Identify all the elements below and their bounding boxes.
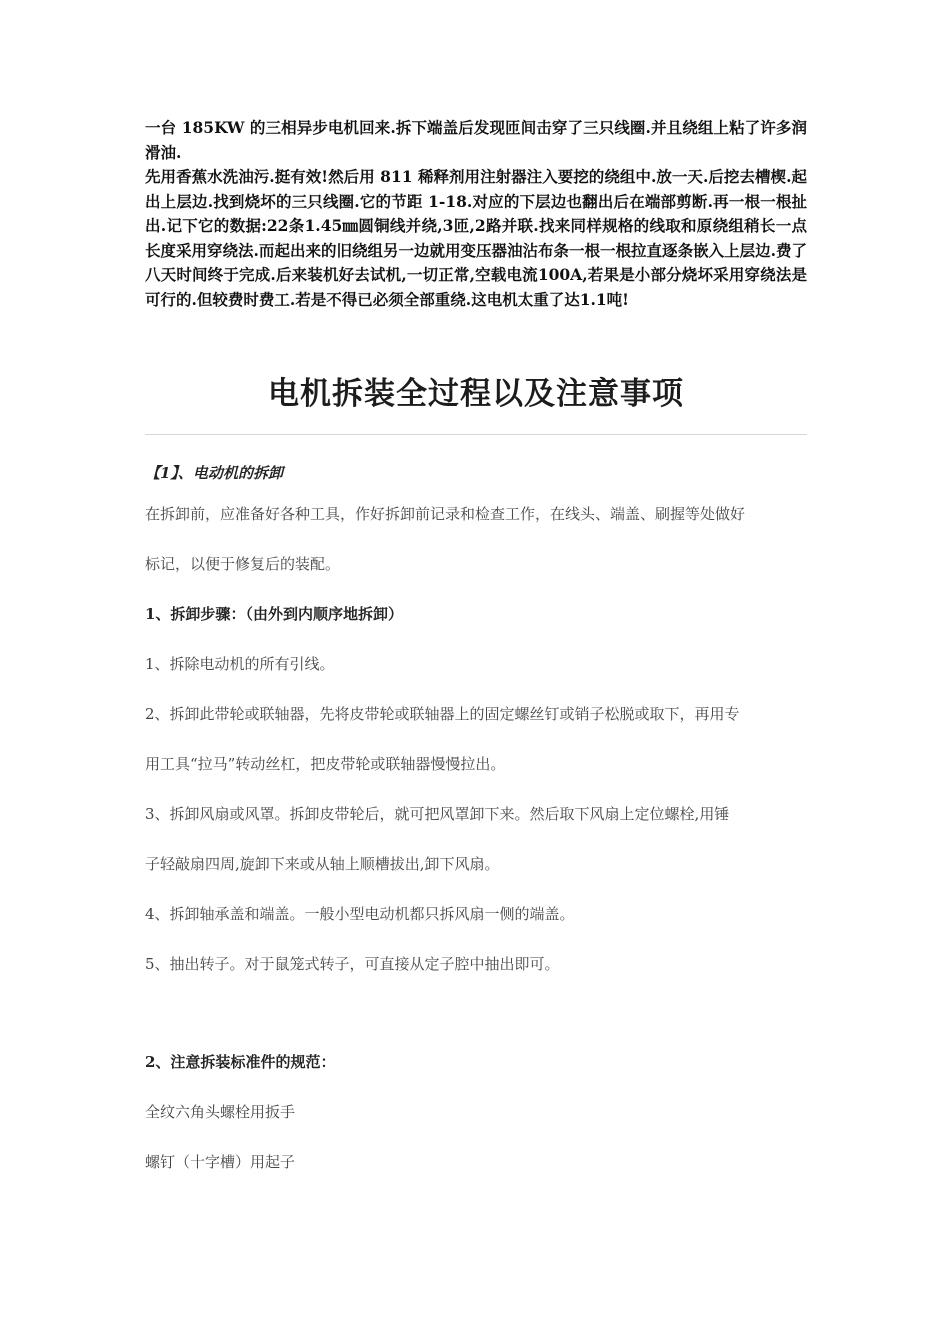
subheading-steps: 1、拆卸步骤：（由外到内顺序地拆卸） xyxy=(145,605,403,623)
section-heading-disassembly: 【1】、电动机的拆卸 xyxy=(145,464,283,482)
intro-block xyxy=(145,116,807,312)
article-body xyxy=(145,489,807,1187)
intro-paragraph-2: 先用香蕉水洗油污.挺有效!然后用 811 稀释剂用注射器注入要挖的绕组中.放一天.后挖去槽楔.起出上层边.找到烧坏的三只线圈.它的节距 1-18.对应的下层边也翻出后在端部剪断.再一根一根扯出.记下它的数据:22条1.45㎜圆铜线并绕,3匝,2路并联.找来同样规格的线取和原绕组稍长一点长度采用穿绕法.而起出来的旧绕组另一边就用变压器油沾布条一根一根拉直逐条嵌入上层边.费了八天时间终于完成.后来装机好去试机,一切正常,空载电流100A,若果是小部分烧坏采用穿绕法是可行的.但较费时费工.若是不得已必须全部重绕.这电机太重了达1.1吨! xyxy=(145,167,807,309)
body-line: 全纹六角头螺栓用扳手 xyxy=(145,1103,296,1121)
step-item: 4、拆卸轴承盖和端盖。一般小型电动机都只拆风扇一侧的端盖。 xyxy=(145,905,575,923)
body-line: 螺钉（十字槽）用起子 xyxy=(145,1153,296,1171)
body-line: 在拆卸前，应准备好各种工具，作好拆卸前记录和检查工作，在线头、端盖、刷握等处做好 xyxy=(145,505,746,523)
step-item: 1、拆除电动机的所有引线。 xyxy=(145,655,335,673)
step-item: 5、抽出转子。对于鼠笼式转子，可直接从定子腔中抽出即可。 xyxy=(145,955,560,973)
subheading-standard-parts: 2、注意拆装标准件的规范： xyxy=(145,1053,336,1071)
step-item-continued: 用工具“拉马”转动丝杠，把皮带轮或联轴器慢慢拉出。 xyxy=(145,755,506,773)
document-page xyxy=(145,116,807,1187)
body-line: 标记，以便于修复后的装配。 xyxy=(145,555,341,573)
step-item: 2、拆卸此带轮或联轴器，先将皮带轮或联轴器上的固定螺丝钉或销子松脱或取下，再用专 xyxy=(145,705,740,723)
step-item: 3、拆卸风扇或风罩。拆卸皮带轮后，就可把风罩卸下来。然后取下风扇上定位螺栓,用锤 xyxy=(145,805,730,823)
article-title: 电机拆装全过程以及注意事项 xyxy=(268,376,684,412)
step-item-continued: 子轻敲扇四周,旋卸下来或从轴上顺槽拔出,卸下风扇。 xyxy=(145,855,500,873)
title-divider xyxy=(145,434,807,435)
paragraph-spacer xyxy=(145,989,807,1037)
intro-paragraph-1: 一台 185KW 的三相异步电机回来.拆下端盖后发现匝间击穿了三只线圈.并且绕组上粘了许多润滑油. xyxy=(145,118,807,162)
